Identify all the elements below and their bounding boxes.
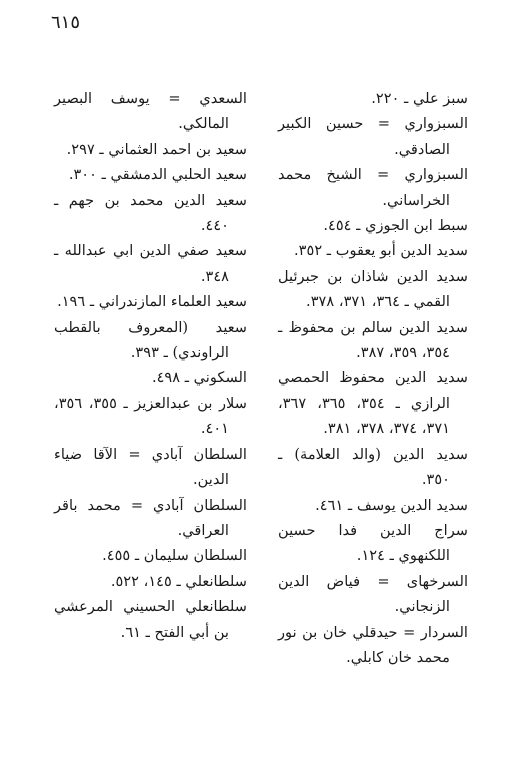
index-entry: السرخهاى = فياض الدين الزنجاني. — [278, 572, 468, 616]
index-entry: سبز علي ـ ٢٢٠. — [371, 90, 468, 107]
index-entry: سلطانعلي ـ ١٤٥، ٥٢٢. — [110, 572, 247, 590]
index-entry: سعيد صفي الدين ابي عبدالله ـ ٣٤٨. — [54, 242, 247, 285]
index-entry: سعيد الحلبي الدمشقي ـ ٣٠٠. — [68, 166, 247, 184]
index-entry: السبزواري = حسين الكبير الصادقي. — [278, 115, 468, 158]
index-entry: السعدي = يوسف البصير المالكي. — [54, 90, 247, 133]
index-entry: سبط ابن الجوزي ـ ٤٥٤. — [323, 217, 468, 235]
index-entry: السكوني ـ ٤٩٨. — [151, 369, 247, 387]
index-entry: سلطانعلي الحسيني المرعشي بن أبي الفتح ـ ٦١. — [54, 598, 247, 641]
index-entry: سديد الدين سالم بن محفوظ ـ ٣٥٤، ٣٥٩، ٣٨٧. — [278, 318, 468, 362]
index-entry: سعيد العلماء المازندراني ـ ١٩٦. — [57, 293, 247, 311]
index-entry: سعيد الدين محمد بن جهم ـ ٤٤٠. — [54, 191, 247, 235]
index-entry: سديد الدين يوسف ـ ٤٦١. — [315, 496, 468, 514]
index-entry: السلطان سليمان ـ ٤٥٥. — [102, 547, 247, 565]
index-entry: سديد الدين (والد العلامة) ـ ٣٥٠. — [278, 445, 468, 489]
index-column-left — [54, 86, 247, 645]
index-entry: سلار بن عبدالعزيز ـ ٣٥٥، ٣٥٦، ٤٠١. — [54, 394, 247, 438]
index-entry: سراج الدين فدا حسين اللكنهوي ـ ١٢٤. — [278, 521, 468, 565]
index-entry: السلطان آبادي = محمد باقر العراقي. — [54, 496, 247, 539]
index-entry: السلطان آبادي = الآقا ضياء الدين. — [54, 445, 247, 489]
index-entry: سعيد بن احمد العثماني ـ ٢٩٧. — [66, 140, 247, 158]
index-entry: سديد الدين شاذان بن جبرئيل القمي ـ ٣٦٤، ٣٧١، ٣٧٨. — [278, 267, 468, 311]
index-entry: سديد الدين أبو يعقوب ـ ٣٥٢. — [294, 242, 468, 260]
page-number: ٦١٥ — [51, 12, 81, 33]
index-entry: سديد الدين محفوظ الحمصي الرازي ـ ٣٥٤، ٣٦٥، ٣٦٧، ٣٧١، ٣٧٤، ٣٧٨، ٣٨١. — [278, 369, 468, 438]
index-column-right — [278, 86, 468, 670]
index-entry: السبزواري = الشيخ محمد الخراساني. — [278, 166, 468, 209]
index-entry: سعيد (المعروف بالقطب الراوندي) ـ ٣٩٣. — [54, 318, 247, 362]
index-entry: السردار = حيدقلي خان بن نور محمد خان كابلي. — [278, 623, 468, 666]
